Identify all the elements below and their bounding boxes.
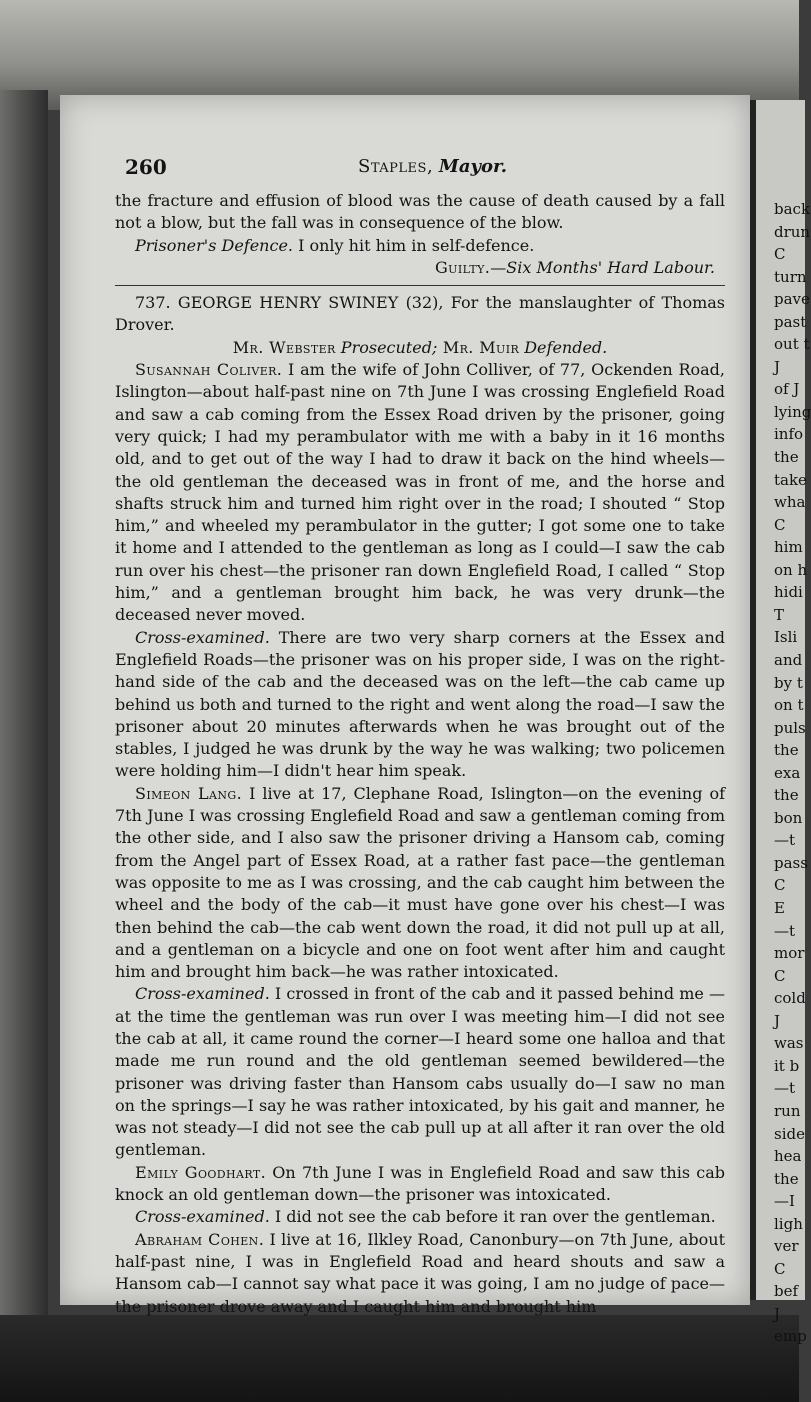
prisoner-defence (115, 235, 725, 257)
facing-page-fragment: J (774, 1304, 781, 1323)
prosecution-role: Prosecuted; (335, 337, 438, 357)
facing-page-fragment: turn (774, 267, 807, 286)
facing-page-edge (750, 100, 811, 1346)
facing-page-fragment: ligh (774, 1214, 803, 1233)
testimony-text: I am the wife of John Colliver, of 77, Ockenden Road, Islington—about half-past nine on 7th June I was crossing Englefield Road and saw a cab coming from the Essex Road driven by the prisoner, going very quick; I had my perambulator with me with a baby in it 16 months old, and to get out of the way I had to draw it back on the hind wheels—the old gentleman the deceased was in front of me, and the horse and shafts struck him and turned him right over in the road; I shouted “ Stop him,” and wheeled my perambulator in the gutter; I got some one to take it home and I attended to the gentleman as long as I could—I saw the cab run over his chest—the prisoner ran down Englefield Road, I called “ Stop him,” and a gentleman brought him back, he was very drunk—the deceased never moved. (115, 360, 725, 625)
cross-examined-label: Cross-examined. (135, 627, 270, 647)
facing-page-fragment: T (774, 605, 785, 624)
facing-page-fragment: ver (774, 1237, 799, 1256)
facing-page-fragment: the (774, 448, 799, 467)
defence-role: Defended. (519, 337, 608, 357)
facing-page-fragment: mor (774, 944, 805, 963)
testimony-text: I crossed in front of the cab and it passed behind me —at the time the gentleman was run over I was meeting him—I did not see the cab at all, it came round the corner—I heard some one halloa and that made me run round and the old gentleman seemed bewildered—the prisoner was driving faster than Hansom cabs usually do—I saw no man on the springs—I say he was rather intoxicated, by his gait and manner, he was not steady—I did not see the cab pull up at all after it ran over the old gentleman. (115, 984, 725, 1160)
running-head (115, 150, 725, 190)
facing-page-fragment: pave (774, 290, 810, 309)
facing-page-fragment: side (774, 1124, 805, 1143)
facing-page-fragment: and (774, 650, 803, 669)
facing-page-fragment: —t (774, 921, 796, 940)
facing-page-fragment: run (774, 1101, 801, 1120)
testimony-text: I live at 16, Ilkley Road, Canonbury—on 7th June, about half-past nine, I was in Englefield Road and heard shouts and saw a Hansom cab—I cannot say what pace it was going, I am no judge of pace—the prisoner drove away and I caught him and brought him (115, 1229, 725, 1316)
verdict-sentence: —Six Months' Hard Labour. (490, 257, 715, 277)
prosecution-counsel: Mr. Webster (232, 337, 336, 357)
facing-page-fragment: —t (774, 1079, 796, 1098)
facing-page-fragment: pass (774, 853, 808, 872)
verdict (115, 257, 725, 279)
testimony-list (115, 359, 725, 1318)
facing-page-fragment: lying (774, 402, 811, 421)
facing-page-fragment: J (774, 357, 781, 376)
defence-label: Prisoner's Defence. (135, 235, 293, 255)
facing-page-fragment: on h (774, 560, 808, 579)
case-divider (115, 285, 725, 286)
page-content (115, 150, 725, 1318)
defence-text: I only hit him in self-defence. (293, 235, 535, 255)
testimony-paragraph (115, 783, 725, 984)
testimony-paragraph (115, 1206, 725, 1228)
facing-page-fragment: —I (774, 1192, 795, 1211)
testimony-paragraph (115, 1229, 725, 1318)
counsel-line (115, 337, 725, 359)
cross-examined-label: Cross-examined. (135, 984, 270, 1004)
witness-name: Emily Goodhart. (135, 1162, 267, 1182)
facing-page-fragment: wha (774, 493, 806, 512)
facing-page-fragment: take (774, 470, 807, 489)
facing-page-fragment: drun (774, 222, 811, 241)
facing-page-fragment: J (774, 1011, 781, 1030)
testimony-text: I live at 17, Clephane Road, Islington—on the evening of 7th June I was crossing Englefield Road and saw a gentleman coming from the other side, and I also saw the prisoner driving a Hansom cab, coming from the Angel part of Essex Road, at a rather fast pace—the gentleman was opposite to me as I was crossing, and the cab caught him between the wheel and the body of the cab—it must have gone over his chest—I was then behind the cab—the cab went down the road, it did not pull up at all, and a gentleman on a bicycle and one on foot went after him and caught him and brought him back—he was rather intoxicated. (115, 783, 726, 982)
facing-page-fragment: was (774, 1034, 804, 1053)
continuation-paragraph: the fracture and effusion of blood was the cause of death caused by a fall not a blow, but the fall was in consequence of the blow. (115, 191, 725, 233)
testimony-paragraph (115, 359, 725, 627)
page-number: 260 (125, 155, 167, 179)
scanner-top-edge (0, 0, 799, 110)
running-title (358, 156, 507, 178)
facing-page-fragment: him (774, 538, 803, 557)
running-title-office: Mayor. (438, 156, 508, 177)
testimony-text: On 7th June I was in Englefield Road and saw this cab knock an old gentleman down—the prisoner was intoxicated. (115, 1162, 726, 1205)
facing-page-fragment: C (774, 1259, 786, 1278)
defence-counsel: Mr. Muir (437, 337, 520, 357)
facing-page-fragment: C (774, 515, 786, 534)
testimony-text: I did not see the cab before it ran over the gentleman. (269, 1207, 716, 1227)
facing-page-fragment: it b (774, 1056, 800, 1075)
facing-page-fragment: E (774, 899, 785, 918)
facing-page-fragment: bef (774, 1282, 799, 1301)
facing-page-fragment: out t (774, 335, 810, 354)
testimony-paragraph (115, 627, 725, 783)
witness-name: Susannah Coliver. (135, 360, 283, 380)
facing-page-fragment: exa (774, 763, 801, 782)
verdict-label: Guilty. (434, 257, 491, 277)
facing-page-fragment: hea (774, 1147, 802, 1166)
book-spine (0, 90, 48, 1402)
facing-page-fragment: the (774, 1169, 799, 1188)
facing-page-fragment: C (774, 966, 786, 985)
facing-page-fragment: bon (774, 808, 803, 827)
witness-name: Simeon Lang. (135, 783, 243, 803)
facing-page-fragment: Isli (774, 628, 798, 647)
facing-page-fragment: the (774, 786, 799, 805)
facing-page-fragment: hidi (774, 583, 803, 602)
running-title-name: Staples, (358, 156, 434, 177)
facing-page-fragment: of J (774, 380, 800, 399)
witness-name: Abraham Cohen. (135, 1229, 265, 1249)
facing-page-fragment: info (774, 425, 804, 444)
scanner-bottom-edge (0, 1315, 799, 1402)
facing-page-fragment: emp (774, 1327, 807, 1346)
facing-page-fragment: C (774, 876, 786, 895)
facing-page-fragment: C (774, 245, 786, 264)
case-heading: 737. GEORGE HENRY SWINEY (32), For the manslaughter of Thomas Drover. (115, 293, 725, 335)
facing-page-fragment: puls (774, 718, 806, 737)
facing-page-fragment: back (774, 200, 811, 218)
cross-examined-label: Cross-examined. (135, 1207, 270, 1227)
facing-page-fragment: past (774, 312, 807, 331)
facing-page-fragment: the (774, 741, 799, 760)
testimony-text: There are two very sharp corners at the Essex and Englefield Roads—the prisoner was on his proper side, I was on the right-hand side of the cab and the deceased was on the left—the cab came up behind us both and turned to the right and went along the road—I saw the prisoner about 20 minutes afterwards when he was brought out of the stables, I judged he was drunk by the way he was walking; two policemen were holding him—I didn't hear him speak. (115, 627, 725, 781)
facing-page-fragment: —t (774, 831, 796, 850)
facing-page-fragment: cold (774, 989, 806, 1008)
facing-page-fragment: on t (774, 696, 804, 715)
testimony-paragraph (115, 983, 725, 1161)
facing-page-fragment: by t (774, 673, 803, 692)
testimony-paragraph (115, 1162, 725, 1207)
